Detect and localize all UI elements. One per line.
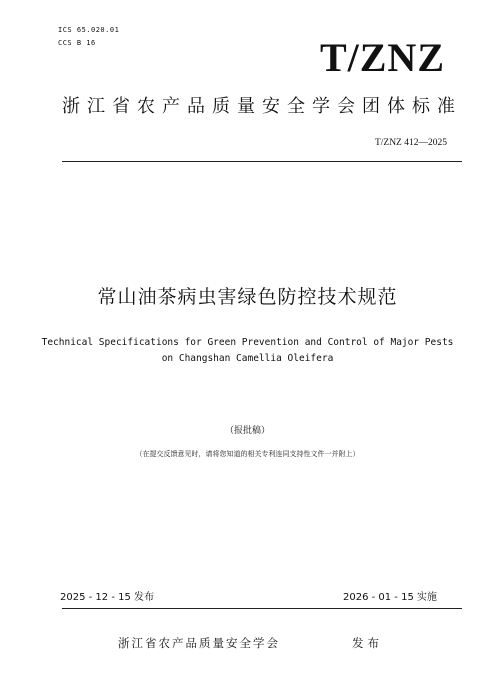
organization-standard-title: 浙江省农产品质量安全学会团体标准: [62, 96, 462, 117]
document-title-chinese: 常山油茶病虫害绿色防控技术规范: [97, 286, 398, 308]
issuer-action: 发布: [352, 636, 383, 650]
standard-logo: T/ZNZ: [319, 35, 445, 80]
ics-code: ICS 65.020.01: [58, 26, 120, 34]
ccs-code: CCS B 16: [58, 39, 96, 47]
footer-divider: [62, 608, 462, 609]
draft-status: （报批稿）: [224, 426, 270, 436]
issue-date: 2025 - 12 - 15 发布: [60, 592, 155, 603]
issuer-name: 浙江省农产品质量安全学会: [118, 636, 280, 650]
document-title-english-line1: Technical Specifications for Green Prevention and Control of Major Pests: [41, 337, 454, 348]
submission-note: （在提交反馈意见时，请将您知道的相关专利连同支持性文件一并附上）: [135, 450, 360, 458]
header-divider: [62, 161, 462, 162]
implementation-date: 2026 - 01 - 15 实施: [342, 592, 437, 603]
document-title-english-line2: on Changshan Camellia Oleifera: [161, 353, 334, 364]
standard-number: T/ZNZ 412—2025: [374, 138, 447, 148]
